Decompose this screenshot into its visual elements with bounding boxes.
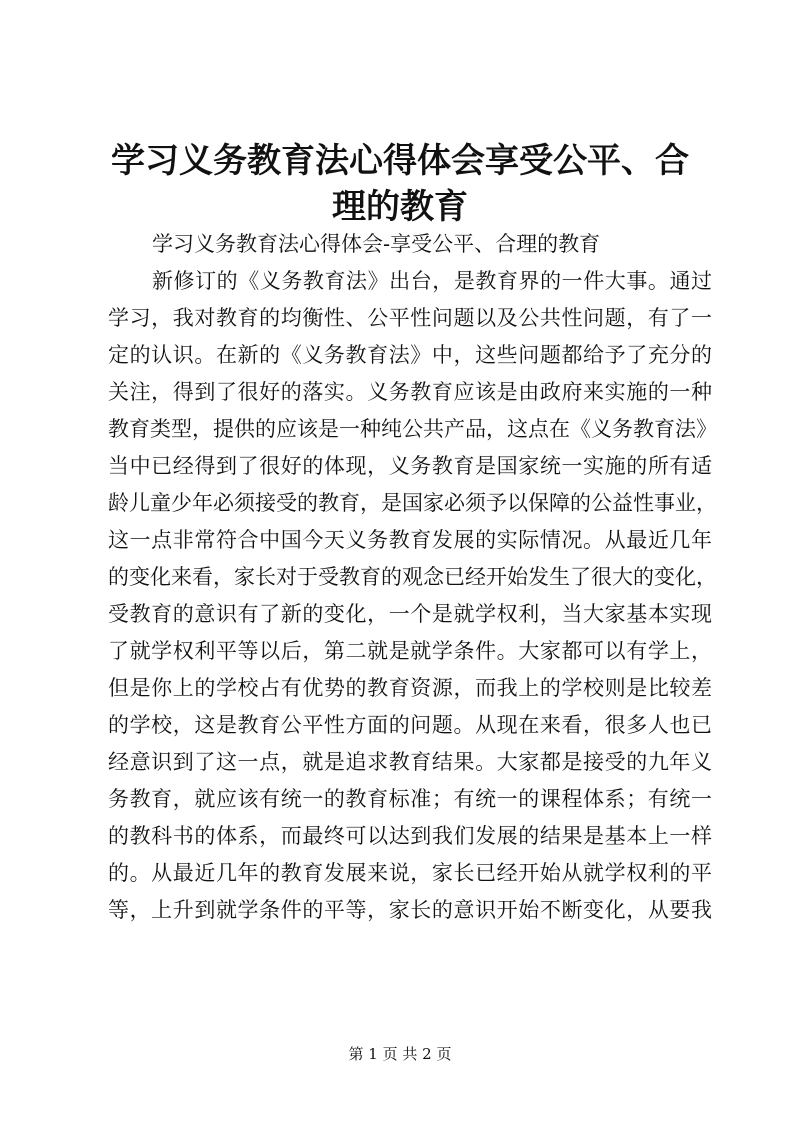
document-subtitle: 学习义务教育法心得体会-享受公平、合理的教育 xyxy=(152,232,601,256)
paragraph-line: 关注，得到了很好的落实。义务教育应该是由政府来实施的一种 xyxy=(108,380,712,404)
document-title: 学习义务教育法心得体会享受公平、合理的教育 xyxy=(111,141,689,227)
paragraph-line: 受教育的意识有了新的变化，一个是就学权利，当大家基本实现 xyxy=(108,602,712,626)
paragraph-line: 的变化来看，家长对于受教育的观念已经开始发生了很大的变化， xyxy=(108,565,717,589)
paragraph-line: 了就学权利平等以后，第二就是就学条件。大家都可以有学上， xyxy=(108,639,712,663)
paragraph-line: 教育类型，提供的应该是一种纯公共产品，这点在《义务教育法》 xyxy=(108,417,717,441)
paragraph-line: 当中已经得到了很好的体现，义务教育是国家统一实施的所有适 xyxy=(108,454,712,478)
paragraph-line: 学习，我对教育的均衡性、公平性问题以及公共性问题，有了一 xyxy=(108,306,712,330)
paragraph-line: 务教育，就应该有统一的教育标准；有统一的课程体系；有统一 xyxy=(108,787,712,811)
paragraph-line: 这一点非常符合中国今天义务教育发展的实际情况。从最近几年 xyxy=(108,528,712,552)
paragraph-line: 的教科书的体系，而最终可以达到我们发展的结果是基本上一样 xyxy=(108,824,712,848)
paragraph-line: 但是你上的学校占有优势的教育资源，而我上的学校则是比较差 xyxy=(108,676,712,700)
paragraph-line: 的。从最近几年的教育发展来说，家长已经开始从就学权利的平 xyxy=(108,861,712,885)
paragraph-line: 的学校，这是教育公平性方面的问题。从现在来看，很多人也已 xyxy=(108,713,712,737)
page-number: 第 1 页 共 2 页 xyxy=(348,1045,452,1063)
paragraph-line: 龄儿童少年必须接受的教育，是国家必须予以保障的公益性事业， xyxy=(108,491,717,515)
document-body xyxy=(108,226,717,929)
page-footer xyxy=(0,1044,800,1064)
paragraph-line: 新修订的《义务教育法》出台，是教育界的一件大事。通过 xyxy=(152,269,712,293)
paragraph-line: 等，上升到就学条件的平等，家长的意识开始不断变化，从要我 xyxy=(108,898,712,922)
paragraph-line: 定的认识。在新的《义务教育法》中，这些问题都给予了充分的 xyxy=(108,343,712,367)
paragraph-line: 经意识到了这一点，就是追求教育结果。大家都是接受的九年义 xyxy=(108,750,712,774)
